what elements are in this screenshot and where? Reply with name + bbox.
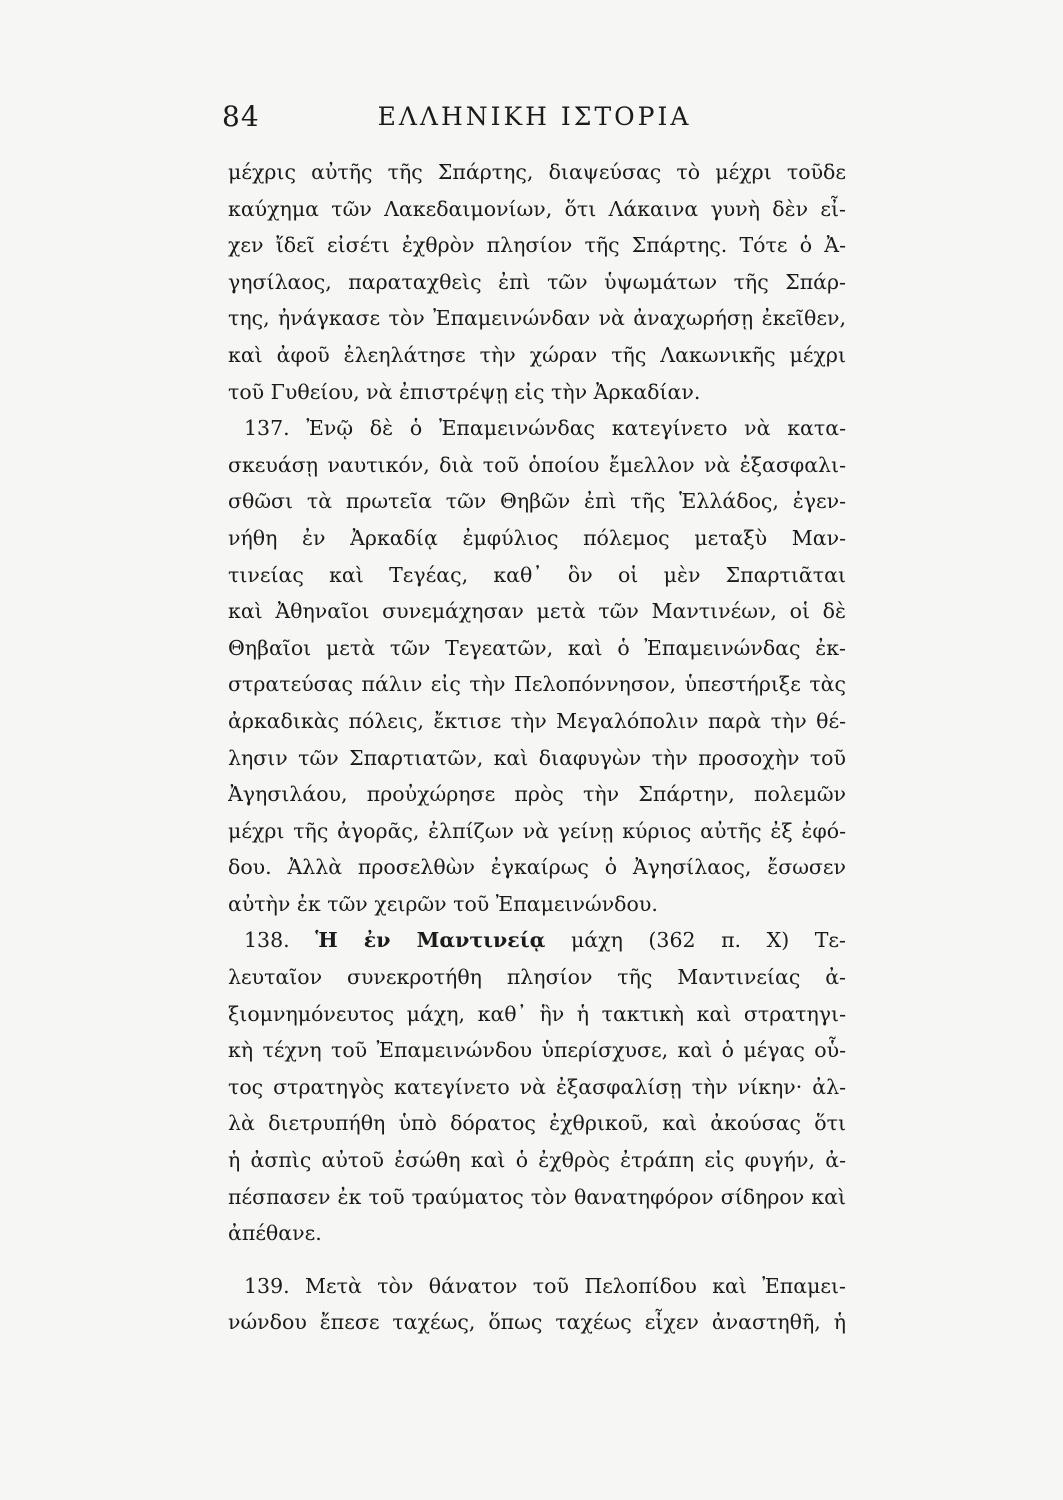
- text-line: λὰ διετρυπήθη ὑπὸ δόρατος ἐχθρικοῦ, καὶ ἀκούσας ὅτι: [228, 1111, 846, 1136]
- text-line: αὐτὴν ἐκ τῶν χειρῶν τοῦ Ἐπαμεινώνδου.: [228, 891, 658, 916]
- text-line: νώνδου ἔπεσε ταχέως, ὅπως ταχέως εἶχεν ἀναστηθῆ, ἡ: [228, 1310, 846, 1335]
- text-line: τινείας καὶ Τεγέας, καθ᾽ ὃν οἱ μὲν Σπαρτιᾶται: [228, 562, 846, 587]
- section-heading: Ἡ ἐν Μαντινείᾳ: [315, 928, 546, 953]
- text-line: ἀπέθανε.: [228, 1221, 322, 1246]
- text-line: ἀρκαδικὰς πόλεις, ἔκτισε τὴν Μεγαλόπολιν παρὰ τὴν θέ-: [228, 708, 846, 733]
- paragraph-137-start: 137. Ἐνῷ δὲ ὁ Ἐπαμεινώνδας κατεγίνετο νὰ κατα-: [244, 416, 846, 441]
- text-line: μέχρις αὐτῆς τῆς Σπάρτης, διαψεύσας τὸ μέχρι τοῦδε: [228, 160, 846, 184]
- text-line: γησίλαος, παραταχθεὶς ἐπὶ τῶν ὑψωμάτων τῆς Σπάρ-: [228, 269, 846, 294]
- running-title: ΕΛΛΗΝΙΚΗ ΙΣΤΟΡΙΑ: [377, 102, 692, 131]
- section-heading-rest: μάχη (362 π. Χ) Τε-: [570, 928, 846, 953]
- text-line: δου. Ἀλλὰ προσελθὼν ἐγκαίρως ὁ Ἀγησίλαος, ἔσωσεν: [228, 855, 846, 880]
- text-line: Θηβαῖοι μετὰ τῶν Τεγεατῶν, καὶ ὁ Ἐπαμεινώνδας ἐκ-: [228, 635, 846, 660]
- text-line: Ἀγησιλάου, προὐχώρησε πρὸς τὴν Σπάρτην, πολεμῶν: [228, 782, 846, 807]
- text-line: κὴ τέχνη τοῦ Ἐπαμεινώνδου ὑπερίσχυσε, καὶ ὁ μέγας οὗ-: [228, 1038, 846, 1063]
- text-line: πέσπασεν ἐκ τοῦ τραύματος τὸν θανατηφόρον σίδηρον καὶ: [228, 1184, 846, 1209]
- text-line: ξιομνημόνευτος μάχη, καθ᾽ ἣν ἡ τακτικὴ καὶ στρατηγι-: [228, 1001, 846, 1026]
- paragraph-gap: [228, 1252, 846, 1268]
- text-line: μέχρι τῆς ἀγορᾶς, ἐλπίζων νὰ γείνῃ κύριος αὐτῆς ἐξ ἐφό-: [228, 818, 846, 843]
- text-line: λησιν τῶν Σπαρτιατῶν, καὶ διαφυγὼν τὴν προσοχὴν τοῦ: [228, 745, 846, 770]
- paragraph-138-start: [228, 922, 846, 959]
- page-header: [222, 100, 847, 140]
- text-line: καύχημα τῶν Λακεδαιμονίων, ὅτι Λάκαινα γυνὴ δὲν εἶ-: [228, 196, 846, 221]
- text-line: ἡ ἀσπὶς αὐτοῦ ἐσώθη καὶ ὁ ἐχθρὸς ἐτράπη εἰς φυγήν, ἀ-: [228, 1148, 846, 1173]
- text-line: στρατεύσας πάλιν εἰς τὴν Πελοπόννησον, ὑπεστήριξε τὰς: [228, 672, 846, 697]
- text-line: χεν ἴδεῖ εἰσέτι ἐχθρὸν πλησίον τῆς Σπάρτης. Τότε ὁ Ἀ-: [228, 233, 846, 258]
- page-number: 84: [222, 100, 260, 133]
- section-number: 138.: [244, 928, 290, 953]
- text-line: τος στρατηγὸς κατεγίνετο νὰ ἐξασφαλίσῃ τὴν νίκην· ἀλ-: [228, 1074, 846, 1099]
- body-text: [228, 154, 846, 1341]
- text-line: τοῦ Γυθείου, νὰ ἐπιστρέψῃ εἰς τὴν Ἀρκαδίαν.: [228, 379, 701, 404]
- text-line: καὶ ἀφοῦ ἐλεηλάτησε τὴν χώραν τῆς Λακωνικῆς μέχρι: [228, 342, 846, 367]
- text-line: νήθη ἐν Ἀρκαδίᾳ ἐμφύλιος πόλεμος μεταξὺ Μαν-: [228, 525, 846, 550]
- text-line: της, ἠνάγκασε τὸν Ἐπαμεινώνδαν νὰ ἀναχωρήσῃ ἐκεῖθεν,: [228, 306, 846, 331]
- text-line: λευταῖον συνεκροτήθη πλησίον τῆς Μαντινείας ἀ-: [228, 965, 846, 990]
- text-line: καὶ Ἀθηναῖοι συνεμάχησαν μετὰ τῶν Μαντινέων, οἱ δὲ: [228, 599, 846, 624]
- text-line: σθῶσι τὰ πρωτεῖα τῶν Θηβῶν ἐπὶ τῆς Ἑλλάδος, ἐγεν-: [228, 489, 846, 514]
- text-line: σκευάσῃ ναυτικόν, διὰ τοῦ ὁποίου ἔμελλον νὰ ἐξασφαλι-: [228, 452, 846, 477]
- paragraph-139-start: 139. Μετὰ τὸν θάνατον τοῦ Πελοπίδου καὶ Ἐπαμει-: [244, 1273, 846, 1298]
